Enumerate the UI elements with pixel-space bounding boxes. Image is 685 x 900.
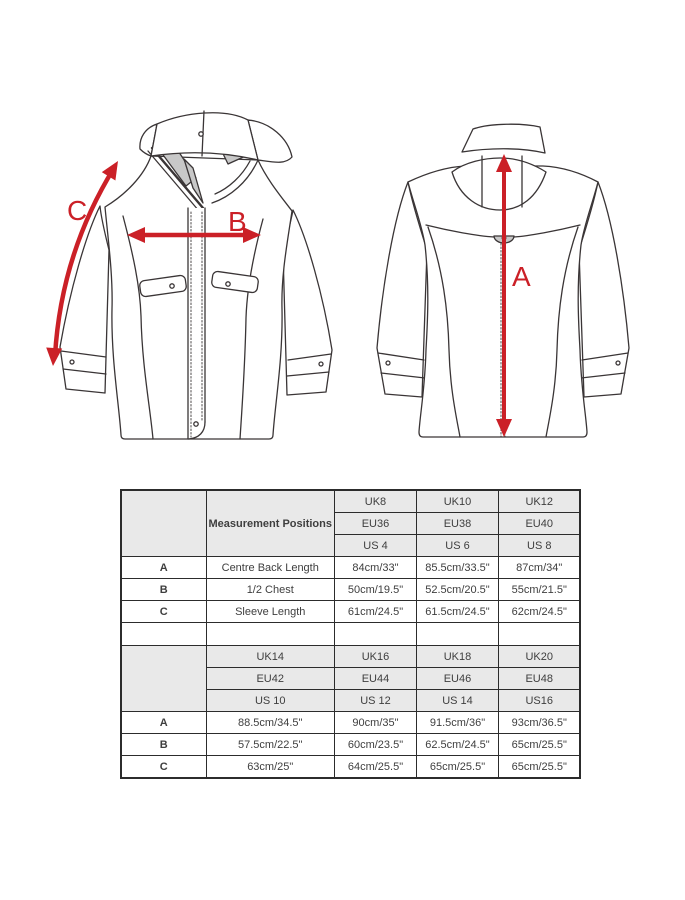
spacer-cell xyxy=(206,623,334,646)
coat-front-diagram xyxy=(42,104,345,450)
size-header-cell: EU38 xyxy=(416,513,498,535)
label-c: C xyxy=(67,195,88,226)
size-header-cell: UK12 xyxy=(498,490,580,513)
value-cell: 93cm/36.5" xyxy=(498,712,580,734)
corner-cell xyxy=(121,646,206,712)
size-header-cell: EU42 xyxy=(206,668,334,690)
size-header-cell: EU46 xyxy=(416,668,498,690)
size-header-cell: EU48 xyxy=(498,668,580,690)
value-cell: 60cm/23.5" xyxy=(334,734,416,756)
value-cell: 63cm/25" xyxy=(206,756,334,779)
measure-row-a xyxy=(121,557,580,579)
row-key-cell: B xyxy=(121,579,206,601)
value-cell: 61cm/24.5" xyxy=(334,601,416,623)
size-header-cell: UK8 xyxy=(334,490,416,513)
size-header-cell: EU40 xyxy=(498,513,580,535)
value-cell: 91.5cm/36" xyxy=(416,712,498,734)
value-cell: 85.5cm/33.5" xyxy=(416,557,498,579)
measure-label-cell: 1/2 Chest xyxy=(206,579,334,601)
value-cell: 90cm/35" xyxy=(334,712,416,734)
size-header-cell: US 8 xyxy=(498,535,580,557)
value-cell: 87cm/34" xyxy=(498,557,580,579)
label-a: A xyxy=(512,261,531,292)
label-b: B xyxy=(228,206,247,237)
size-header-cell: US 12 xyxy=(334,690,416,712)
value-cell: 64cm/25.5" xyxy=(334,756,416,779)
size-header-cell: US 10 xyxy=(206,690,334,712)
measure-label-cell: Sleeve Length xyxy=(206,601,334,623)
corner-cell xyxy=(121,490,206,557)
size-chart-table xyxy=(120,489,581,779)
value-cell: 88.5cm/34.5" xyxy=(206,712,334,734)
back-collar xyxy=(462,124,545,153)
value-cell: 52.5cm/20.5" xyxy=(416,579,498,601)
size-chart xyxy=(120,489,581,779)
front-collar xyxy=(151,113,258,160)
spacer-row xyxy=(121,623,580,646)
coat-front-drawing xyxy=(60,111,332,439)
row-key-cell: A xyxy=(121,557,206,579)
spacer-cell xyxy=(121,623,206,646)
size-header-row-uk xyxy=(121,646,580,668)
measure-row-a xyxy=(121,712,580,734)
size-header-cell: EU44 xyxy=(334,668,416,690)
size-header-cell: EU36 xyxy=(334,513,416,535)
size-header-cell: UK18 xyxy=(416,646,498,668)
size-header-cell: UK16 xyxy=(334,646,416,668)
row-key-cell: C xyxy=(121,601,206,623)
spacer-cell xyxy=(416,623,498,646)
value-cell: 57.5cm/22.5" xyxy=(206,734,334,756)
size-header-cell: US16 xyxy=(498,690,580,712)
measurement-positions-header: Measurement Positions xyxy=(206,490,334,557)
value-cell: 65cm/25.5" xyxy=(416,756,498,779)
measure-row-c xyxy=(121,601,580,623)
row-key-cell: A xyxy=(121,712,206,734)
value-cell: 65cm/25.5" xyxy=(498,756,580,779)
size-header-cell: US 4 xyxy=(334,535,416,557)
value-cell: 55cm/21.5" xyxy=(498,579,580,601)
front-left-sleeve xyxy=(60,206,109,393)
size-header-cell: UK14 xyxy=(206,646,334,668)
measure-row-b xyxy=(121,734,580,756)
measure-label-cell: Centre Back Length xyxy=(206,557,334,579)
value-cell: 61.5cm/24.5" xyxy=(416,601,498,623)
value-cell: 65cm/25.5" xyxy=(498,734,580,756)
value-cell: 50cm/19.5" xyxy=(334,579,416,601)
size-header-cell: US 6 xyxy=(416,535,498,557)
spacer-cell xyxy=(498,623,580,646)
value-cell: 62cm/24.5" xyxy=(498,601,580,623)
front-right-sleeve xyxy=(283,210,332,395)
measure-row-b xyxy=(121,579,580,601)
value-cell: 62.5cm/24.5" xyxy=(416,734,498,756)
measure-row-c xyxy=(121,756,580,779)
size-header-cell: US 14 xyxy=(416,690,498,712)
row-key-cell: C xyxy=(121,756,206,779)
value-cell: 84cm/33" xyxy=(334,557,416,579)
size-header-row-uk xyxy=(121,490,580,513)
size-header-cell: UK20 xyxy=(498,646,580,668)
row-key-cell: B xyxy=(121,734,206,756)
spacer-cell xyxy=(334,623,416,646)
coat-back-diagram xyxy=(365,110,645,456)
size-header-cell: UK10 xyxy=(416,490,498,513)
